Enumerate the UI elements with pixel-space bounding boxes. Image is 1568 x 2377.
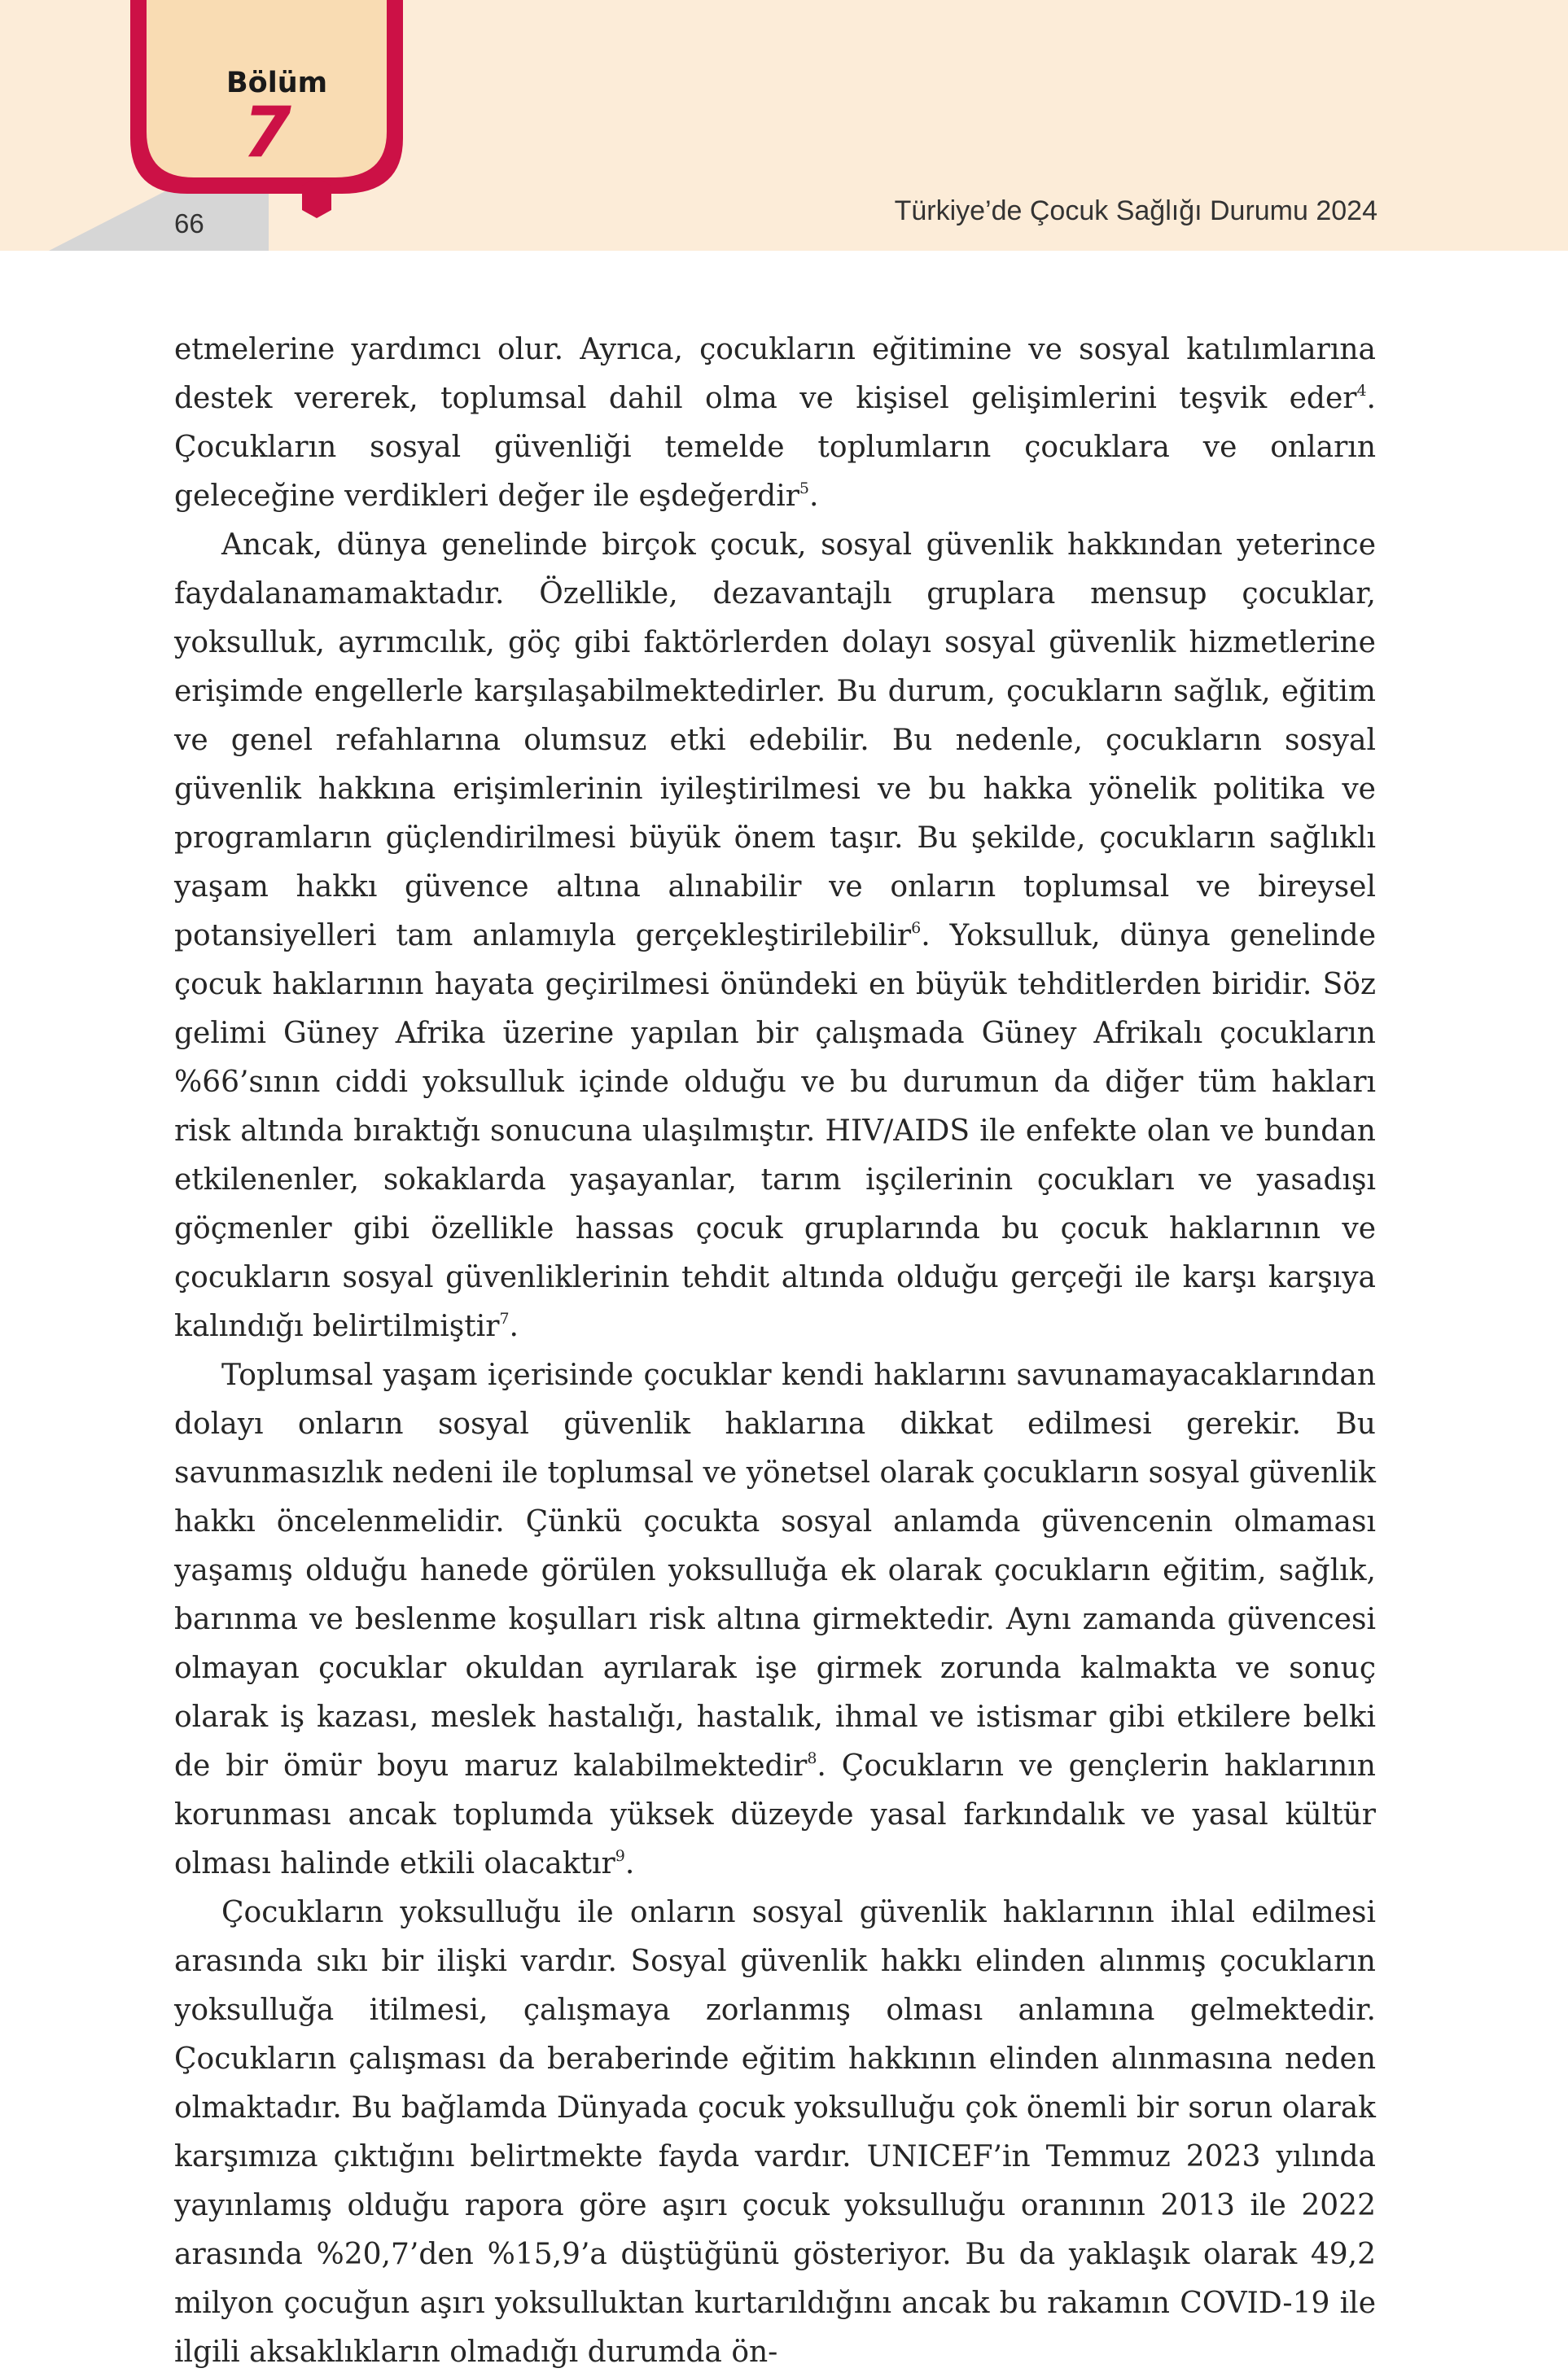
- paragraph-text: .: [809, 479, 819, 513]
- hexagon-icon: [302, 177, 331, 218]
- footnote-marker: 8: [807, 1749, 817, 1767]
- paragraph-text: . Yoksulluk, dünya genelinde çocuk haklarının hayata geçirilmesi önündeki en büyük tehditlerden biridir. Söz gelimi Güney Afrika üzerine yapılan bir çalışmada Güney Afrikalı çocukların %66’sının ciddi yoksulluk içinde olduğu ve bu durumun da diğer tüm hakları risk altında bıraktığı sonucuna ulaşılmıştır. HIV/AIDS ile enfekte olan ve bundan etkilenenler, sokaklarda yaşayanlar, tarım işçilerinin çocukları ve yasadışı göçmenler gibi özellikle hassas çocuk gruplarında bu çocuk haklarının ve çocukların sosyal güvenliklerinin tehdit altında olduğu gerçeği ile karşı karşıya kalındığı belirtilmiştir: [174, 919, 1376, 1343]
- paragraph: [174, 1351, 1376, 1889]
- running-title: Türkiye’de Çocuk Sağlığı Durumu 2024: [894, 195, 1377, 226]
- paragraph: [174, 521, 1376, 1351]
- chapter-number: 7: [243, 92, 291, 173]
- page-number: 66: [174, 208, 204, 239]
- footnote-marker: 4: [1356, 382, 1367, 400]
- paragraph-text: .: [624, 1847, 635, 1880]
- footnote-marker: 5: [799, 479, 810, 497]
- paragraph-text: etmelerine yardımcı olur. Ayrıca, çocukların eğitimine ve sosyal katılımlarına destek vererek, toplumsal dahil olma ve kişisel gelişimlerini teşvik eder: [174, 333, 1376, 415]
- paragraph: [174, 1889, 1376, 2377]
- paragraph-text: Toplumsal yaşam içerisinde çocuklar kendi haklarını savunamayacaklarından dolayı onların sosyal güvenlik haklarına dikkat edilmesi gerekir. Bu savunmasızlık nedeni ile toplumsal ve yönetsel olarak çocukların sosyal güvenlik hakkı öncelenmelidir. Çünkü çocukta sosyal anlamda güvencenin olmaması yaşamış olduğu hanede görülen yoksulluğa ek olarak çocukların eğitim, sağlık, barınma ve beslenme koşulları risk altına girmektedir. Aynı zamanda güvencesi olmayan çocuklar okuldan ayrılarak işe girmek zorunda kalmakta ve sonuç olarak iş kazası, meslek hastalığı, hastalık, ihmal ve istismar gibi etkilere belki de bir ömür boyu maruz kalabilmektedir: [174, 1359, 1376, 1783]
- chapter-label: Bölüm: [226, 67, 328, 99]
- footnote-marker: 9: [615, 1847, 625, 1865]
- paragraph-text: . Çocukların ve gençlerin haklarının korunması ancak toplumda yüksek düzeyde yasal farkındalık ve yasal kültür olması halinde etkili olacaktır: [174, 1749, 1376, 1880]
- body-text: [174, 326, 1376, 2377]
- paragraph: [174, 326, 1376, 521]
- paragraph-text: Çocukların yoksulluğu ile onların sosyal güvenlik haklarının ihlal edilmesi arasında sıkı bir ilişki vardır. Sosyal güvenlik hakkı elinden alınmış çocukların yoksulluğa itilmesi, çalışmaya zorlanmış olması anlamına gelmektedir. Çocukların çalışması da beraberinde eğitim hakkının elinden alınmasına neden olmaktadır. Bu bağlamda Dünyada çocuk yoksulluğu çok önemli bir sorun olarak karşımıza çıktığını belirtmekte fayda vardır. UNICEF’in Temmuz 2023 yılında yayınlamış olduğu rapora göre aşırı çocuk yoksulluğu oranının 2013 ile 2022 arasında %20,7’den %15,9’a düştüğünü gösteriyor. Bu da yaklaşık olarak 49,2 milyon çocuğun aşırı yoksulluktan kurtarıldığını ancak bu rakamın COVID-19 ile ilgili aksaklıkların olmadığı durumda ön-: [174, 1896, 1376, 2369]
- paragraph-text: . Çocukların sosyal güvenliği temelde toplumların çocuklara ve onların geleceğine verdikleri değer ile eşdeğerdir: [174, 382, 1376, 513]
- paragraph-text: Ancak, dünya genelinde birçok çocuk, sosyal güvenlik hakkından yeterince faydalanamamaktadır. Özellikle, dezavantajlı gruplara mensup çocuklar, yoksulluk, ayrımcılık, göç gibi faktörlerden dolayı sosyal güvenlik hizmetlerine erişimde engellerle karşılaşabilmektedirler. Bu durum, çocukların sağlık, eğitim ve genel refahlarına olumsuz etki edebilir. Bu nedenle, çocukların sosyal güvenlik hakkına erişimlerinin iyileştirilmesi ve bu hakka yönelik politika ve programların güçlendirilmesi büyük önem taşır. Bu şekilde, çocukların sağlıklı yaşam hakkı güvence altına alınabilir ve onların toplumsal ve bireysel potansiyelleri tam anlamıyla gerçekleştirilebilir: [174, 528, 1376, 952]
- footnote-marker: 7: [499, 1310, 510, 1328]
- footnote-marker: 6: [911, 919, 922, 937]
- paragraph-text: .: [509, 1310, 519, 1343]
